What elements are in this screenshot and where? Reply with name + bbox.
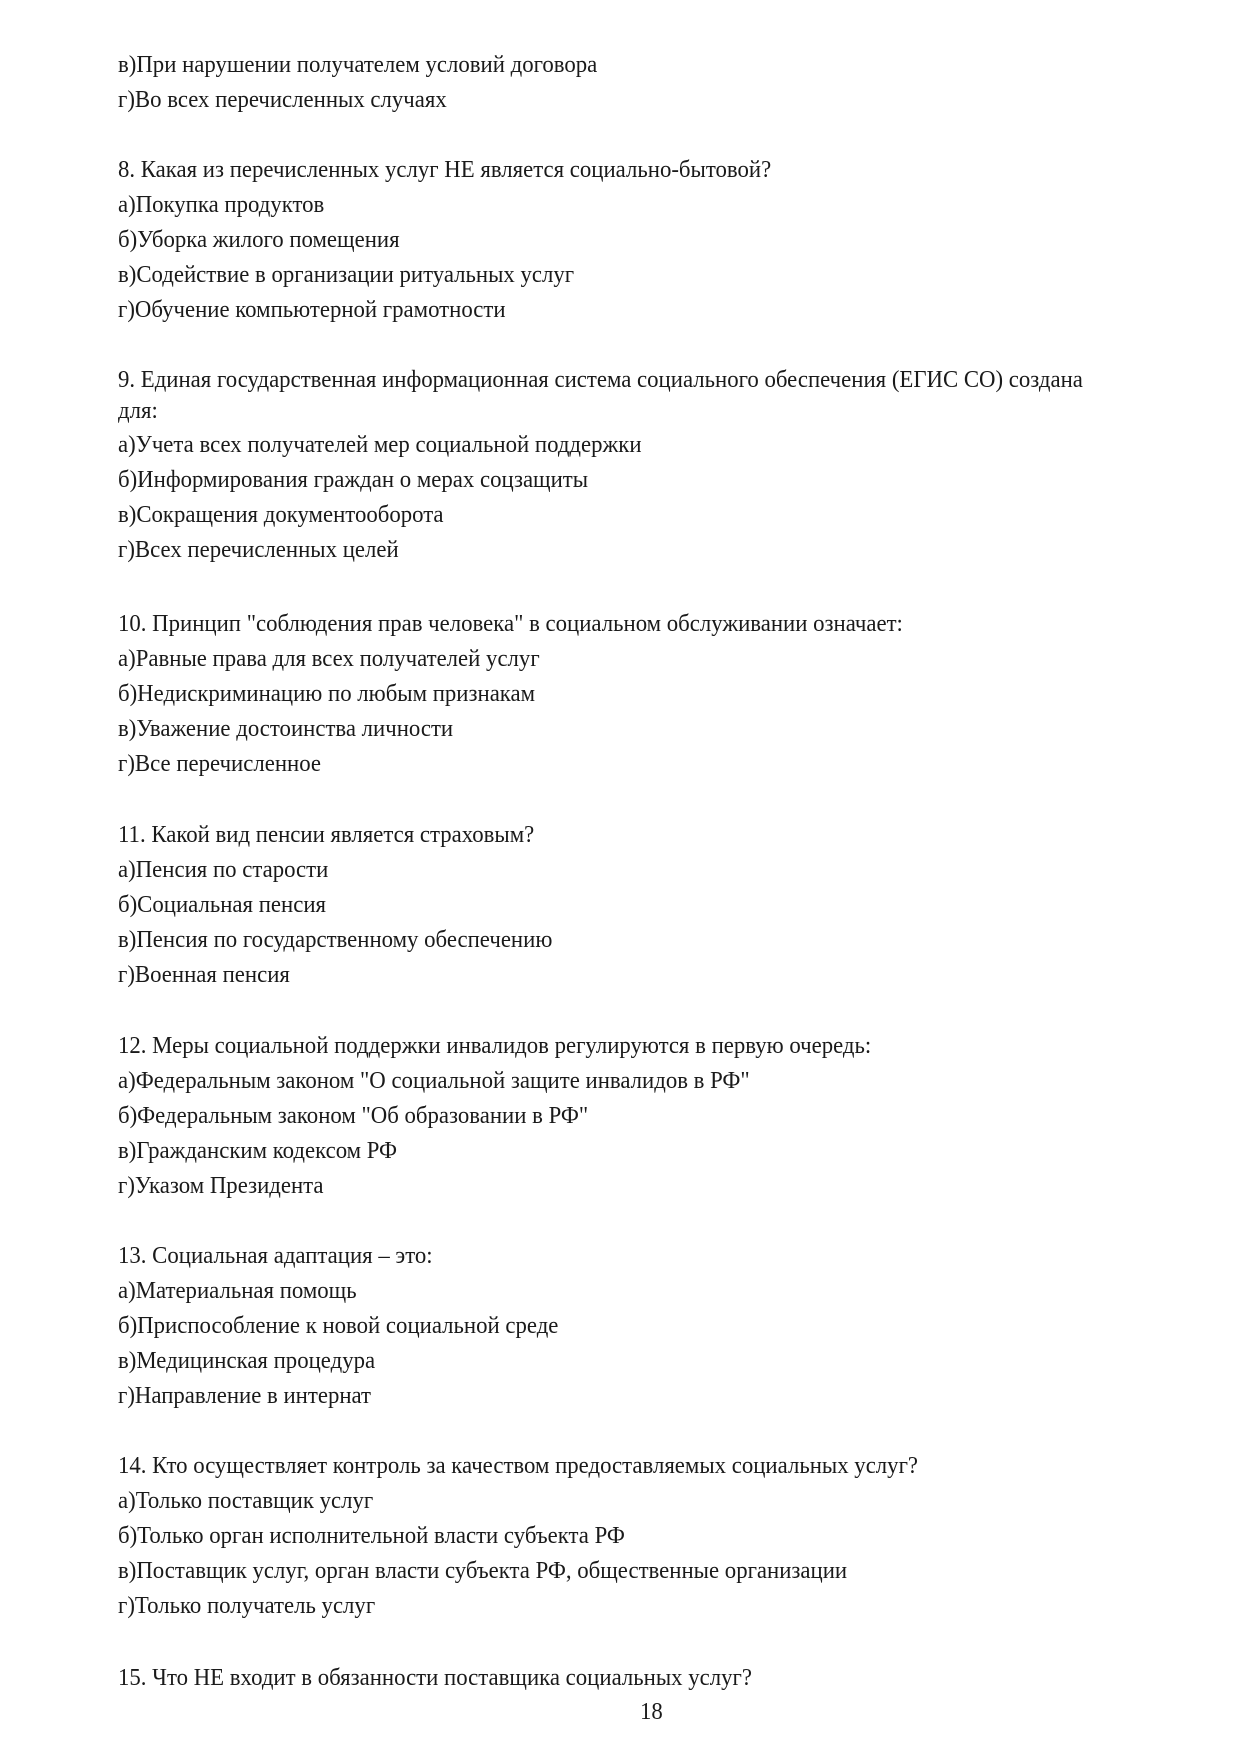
question-9-text-continued: для: (118, 397, 158, 424)
option-line: а)Покупка продуктов (118, 191, 325, 218)
option-line: в)Гражданским кодексом РФ (118, 1137, 398, 1164)
option-line: в)Содействие в организации ритуальных услуг (118, 261, 575, 288)
option-line: б)Недискриминацию по любым признакам (118, 680, 536, 707)
option-line: г)Обучение компьютерной грамотности (118, 296, 506, 323)
option-line: а)Пенсия по старости (118, 856, 329, 883)
question-8-text: 8. Какая из перечисленных услуг НЕ является социально-бытовой? (118, 156, 772, 183)
option-line: г)Во всех перечисленных случаях (118, 86, 447, 113)
option-line: б)Приспособление к новой социальной среде (118, 1312, 559, 1339)
option-line: в)Пенсия по государственному обеспечению (118, 926, 553, 953)
option-line: б)Федеральным законом "Об образовании в РФ" (118, 1102, 589, 1129)
option-line: а)Материальная помощь (118, 1277, 357, 1304)
option-line: б)Социальная пенсия (118, 891, 327, 918)
option-line: г)Всех перечисленных целей (118, 536, 399, 563)
option-line: г)Только получатель услуг (118, 1592, 376, 1619)
question-15-text: 15. Что НЕ входит в обязанности поставщика социальных услуг? (118, 1664, 752, 1691)
page-number: 18 (640, 1698, 663, 1725)
option-line: г)Военная пенсия (118, 961, 290, 988)
option-line: а)Федеральным законом "О социальной защите инвалидов в РФ" (118, 1067, 750, 1094)
option-line: а)Равные права для всех получателей услуг (118, 645, 540, 672)
question-11-text: 11. Какой вид пенсии является страховым? (118, 821, 535, 848)
question-13-text: 13. Социальная адаптация – это: (118, 1242, 433, 1269)
question-10-text: 10. Принцип "соблюдения прав человека" в социальном обслуживании означает: (118, 610, 903, 637)
option-line: г)Указом Президента (118, 1172, 324, 1199)
option-line: б)Уборка жилого помещения (118, 226, 400, 253)
question-9-text: 9. Единая государственная информационная система социального обеспечения (ЕГИС СО) создана (118, 366, 1083, 393)
option-line: а)Учета всех получателей мер социальной поддержки (118, 431, 642, 458)
option-line: г)Все перечисленное (118, 750, 322, 777)
question-12-text: 12. Меры социальной поддержки инвалидов регулируются в первую очередь: (118, 1032, 872, 1059)
option-line: в)При нарушении получателем условий договора (118, 51, 598, 78)
option-line: в)Медицинская процедура (118, 1347, 376, 1374)
option-line: б)Только орган исполнительной власти субъекта РФ (118, 1522, 625, 1549)
option-line: в)Поставщик услуг, орган власти субъекта РФ, общественные организации (118, 1557, 848, 1584)
option-line: в)Уважение достоинства личности (118, 715, 454, 742)
option-line: в)Сокращения документооборота (118, 501, 444, 528)
option-line: б)Информирования граждан о мерах соцзащиты (118, 466, 589, 493)
option-line: г)Направление в интернат (118, 1382, 372, 1409)
option-line: а)Только поставщик услуг (118, 1487, 374, 1514)
question-14-text: 14. Кто осуществляет контроль за качеством предоставляемых социальных услуг? (118, 1452, 919, 1479)
